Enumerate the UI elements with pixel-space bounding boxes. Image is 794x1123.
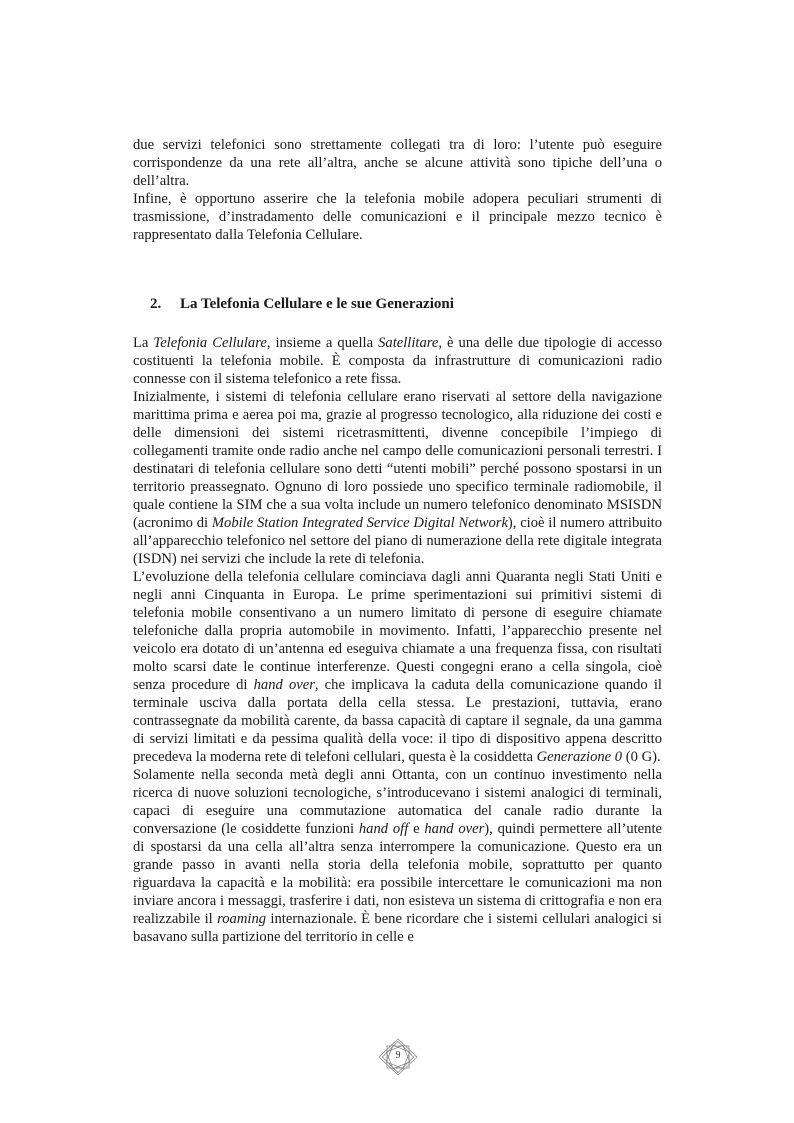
text-run: Inizialmente, i sistemi di telefonia cellulare erano riservati al settore della navigazione marittima prima e aerea poi ma, grazie al progresso tecnologico, alla riduzione dei costi e delle dimensioni dei sistemi ricetrasmittenti, divenne concepibile l’impiego di collegamenti tramite onde radio anche nel campo delle comunicazioni personali terrestri. I destinatari di telefonia cellulare sono detti “utenti mobili” perché possono spostarsi in un territorio preassegnato. Ognuno di loro possiede uno specifico terminale radiomobile, il quale contiene la SIM che a sua volta include un numero telefonico denominato MSISDN (acronimo di (133, 389, 662, 531)
text-run: , è una delle due tipologie di accesso costituenti la telefonia mobile. È composta da infrastrutture di comunicazioni radio connesse con il sistema telefonico a rete fissa. (133, 335, 662, 387)
section-number: 2. (150, 296, 162, 312)
text-run: e (408, 821, 425, 837)
italic-term: hand over (424, 821, 485, 837)
text-run: ), quindi permettere all’utente di spostarsi da una cella all’altra senza interrompere la comunicazione. Questo era un grande passo in avanti nella storia della telefonia mobile, soprattutto per quanto riguardava la capacità e la mobilità: era possibile intercettare le comunicazioni ma non inviare ancora i messaggi, trasferire i dati, non esisteva un sistema di crittografia e non era realizzabile il (133, 821, 662, 927)
body-paragraph-2 (133, 388, 662, 568)
text-run: internazionale. È bene ricordare che i sistemi cellulari analogici si basavano sulla partizione del territorio in celle e (133, 911, 662, 945)
intro-text (133, 136, 662, 244)
text-run: Solamente nella seconda metà degli anni Ottanta, con un continuo investimento nella ricerca di nuove soluzioni tecnologiche, s’introducevano i sistemi analogici di terminali, capaci di eseguire una commutazione automatica del canale radio durante la conversazione (le cosiddette funzioni (133, 767, 662, 837)
text-run: (0 G). (622, 749, 661, 765)
body-paragraph-1 (133, 334, 662, 388)
section-body (133, 334, 662, 946)
intro-paragraph-2: Infine, è opportuno asserire che la telefonia mobile adopera peculiari strumenti di trasmissione, d’instradamento delle comunicazioni e il principale mezzo tecnico è rappresentato dalla Telefonia Cellulare. (133, 191, 662, 243)
text-run: La (133, 335, 154, 351)
italic-term: hand over (253, 677, 315, 693)
text-run: , che implicava la caduta della comunicazione quando il terminale usciva dalla portata della cella stessa. Le prestazioni, tuttavia, erano contrassegnate da mobilità carente, da bassa capacità di captare il segnale, da una gamma di servizi limitati e da pessima qualità della voce: il tipo di dispositivo appena descritto precedeva la moderna rete di telefoni cellulari, questa è la cosiddetta (133, 677, 662, 765)
italic-term: Generazione 0 (536, 749, 623, 765)
page-number: 9 (395, 1050, 401, 1061)
italic-term: Telefonia Cellulare (153, 335, 267, 351)
text-run: , insieme a quella (266, 335, 379, 351)
section-title: La Telefonia Cellulare e le sue Generazioni (180, 296, 454, 312)
body-paragraph-4 (133, 766, 662, 946)
italic-term: Mobile Station Integrated Service Digital Network (211, 515, 508, 531)
text-run: ), cioè il numero attribuito all’apparecchio telefonico nel settore del piano di numerazione della rete digitale integrata (ISDN) nei servizi che include la rete di telefonia. (133, 515, 662, 567)
text-run: L’evoluzione della telefonia cellulare cominciava dagli anni Quaranta negli Stati Uniti e negli anni Cinquanta in Europa. Le prime sperimentazioni sui primitivi sistemi di telefonia mobile consentivano a un numero limitato di persone di eseguire chiamate telefoniche dalla propria automobile in movimento. Infatti, l’apparecchio presente nel veicolo era dotato di un’antenna ed eseguiva chiamate a una frequenza fissa, con risultati molto scarsi date le continue interferenze. Questi congegni erano a cella singola, cioè senza procedure di (133, 569, 662, 693)
body-paragraph-3 (133, 568, 662, 766)
section-heading (150, 294, 454, 314)
italic-term: roaming (217, 911, 267, 927)
italic-term: hand off (358, 821, 409, 837)
intro-paragraph-1: due servizi telefonici sono strettamente collegati tra di loro: l’utente può eseguire corrispondenze da una rete all’altra, anche se alcune attività sono tipiche dell’una o dell’altra. (133, 137, 662, 189)
page-number-ornament (376, 1038, 420, 1076)
italic-term: Satellitare (378, 335, 439, 351)
